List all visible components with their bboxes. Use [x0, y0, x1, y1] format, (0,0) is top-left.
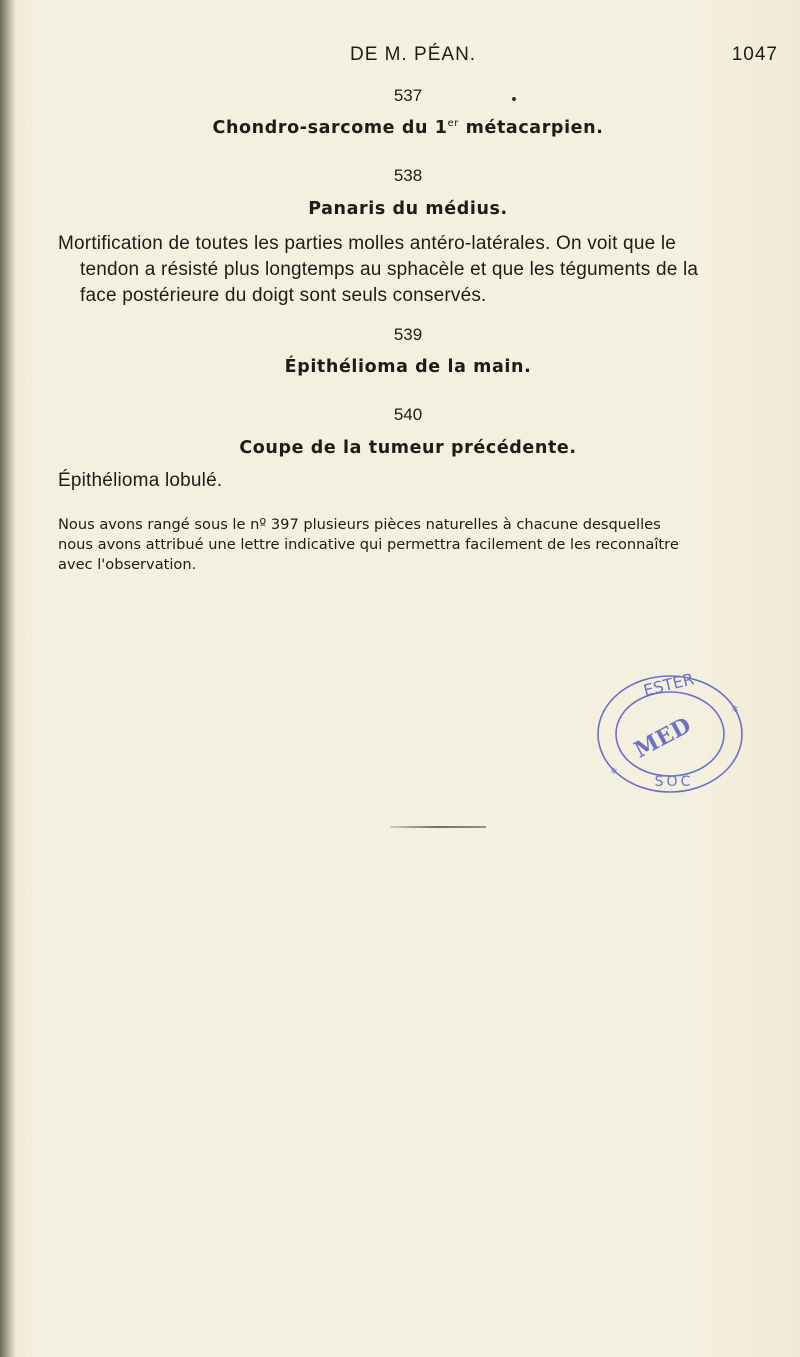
stamp-top-text: ESTER	[641, 669, 696, 701]
paragraph-538-line-3: face postérieure du doigt sont seuls conservés.	[80, 285, 487, 306]
paragraph-538	[58, 231, 788, 309]
entry-title-539: Épithélioma de la main.	[284, 357, 532, 377]
entry-number-540: 540	[393, 405, 423, 424]
entry-title-538: Panaris du médius.	[308, 199, 508, 219]
entry-number-539: 539	[393, 325, 423, 344]
library-stamp	[590, 664, 750, 804]
entry-title-537-after: métacarpien.	[458, 118, 604, 138]
stamp-star-right: *	[731, 704, 739, 720]
entry-number-538: 538	[393, 166, 423, 185]
paragraph-538-line-1: Mortification de toutes les parties molles antéro-latérales. On voit que le	[58, 233, 677, 254]
page-number: 1047	[731, 44, 778, 65]
footnote	[58, 515, 788, 575]
stamp-mid-text: MED	[630, 712, 696, 764]
paragraph-540	[58, 468, 788, 494]
paragraph-538-line-2: tendon a résisté plus longtemps au sphacèle et que les téguments de la	[80, 259, 699, 280]
stamp-bottom-text: SOC	[654, 774, 694, 790]
entry-number-537: 537	[393, 86, 423, 105]
ink-smudge	[390, 826, 486, 828]
entry-title-537	[0, 118, 800, 138]
entry-title-537-sup: er	[447, 118, 459, 129]
running-head-title: DE M. PÉAN.	[350, 44, 477, 65]
footnote-line-1: Nous avons rangé sous le nº 397 plusieurs pièces naturelles à chacune desquelles	[58, 516, 661, 533]
stamp-star-left: *	[610, 766, 618, 782]
footnote-line-2: nous avons attribué une lettre indicative qui permettra facilement de les reconnaître	[58, 536, 679, 553]
entry-title-540: Coupe de la tumeur précédente.	[239, 438, 577, 458]
entry-title-537-text: Chondro-sarcome du 1	[212, 118, 448, 138]
paragraph-540-line-1: Épithélioma lobulé.	[58, 470, 223, 491]
footnote-line-3: avec l'observation.	[58, 556, 197, 573]
